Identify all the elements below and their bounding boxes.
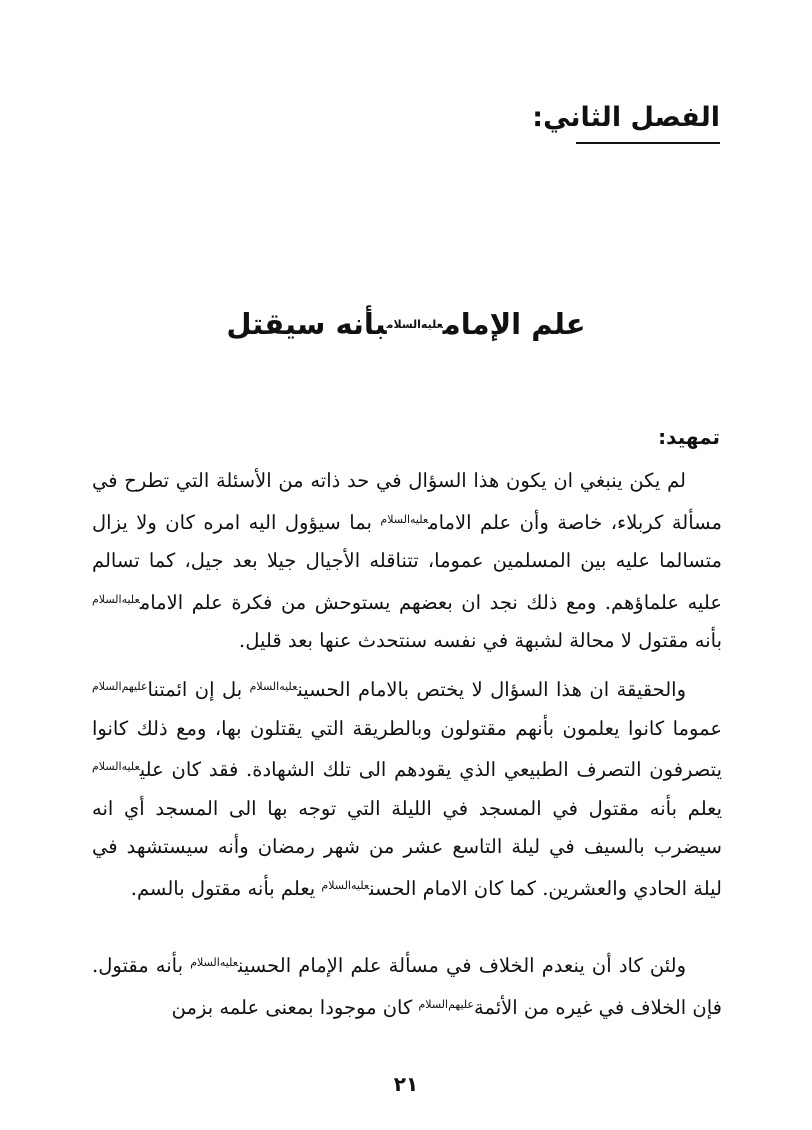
paragraph-2 bbox=[92, 668, 722, 908]
honorific-mark: عليه‌السلام bbox=[92, 760, 140, 773]
intro-heading: تمهيد: bbox=[658, 425, 720, 449]
honorific-mark: عليه‌السلام bbox=[92, 592, 140, 606]
chapter-heading: الفصل الثاني: bbox=[532, 102, 720, 133]
section-title-main: علم الإمام bbox=[442, 307, 586, 341]
honorific-mark: عليه‌السلام bbox=[249, 680, 298, 693]
honorific-mark: عليهم‌السلام bbox=[418, 997, 474, 1011]
paragraph-text: والحقيقة ان هذا السؤال لا يختص بالامام الحسين bbox=[297, 678, 686, 701]
page-number: ٢١ bbox=[393, 1072, 419, 1096]
paragraph-text: كان موجودا بمعنى علمه بزمن bbox=[171, 995, 419, 1019]
paragraph-text: يعلم بأنه مقتول في المسجد في الليلة التي توجه بها الى المسجد أي انه سيضرب بالسيف في ليلة التاسع عشر من شهر رمضان وأنه سيستشهد في ليلة الحادي والعشرين. كما كان الامام الحسن bbox=[92, 796, 722, 900]
section-title-end: بأنه سيقتل bbox=[226, 307, 387, 341]
paragraph-1 bbox=[92, 462, 722, 661]
paragraph-text: يعلم بأنه مقتول بالسم. bbox=[130, 876, 322, 900]
honorific-mark: عليه‌السلام bbox=[321, 878, 370, 892]
paragraph-3 bbox=[92, 944, 722, 1027]
paragraph-text: بأنه مقتول. فإن الخلاف في غيره من الأئمة bbox=[92, 954, 722, 1019]
chapter-heading-underline bbox=[576, 142, 720, 144]
paragraph-text: بأنه مقتول لا محالة لشبهة في نفسه سنتحدث عنها بعد قليل. bbox=[239, 629, 722, 652]
paragraph-text: لم يكن ينبغي ان يكون هذا السؤال في حد ذاته من الأسئلة التي تطرح في مسألة كربلاء، خاصة وأن علم الامام bbox=[92, 469, 723, 534]
honorific-mark: عليه‌السلام bbox=[380, 512, 429, 526]
honorific-mark: عليه‌السلام bbox=[190, 956, 238, 969]
section-title bbox=[0, 302, 812, 347]
paragraph-text: ولئن كاد أن ينعدم الخلاف في مسألة علم الإمام الحسين bbox=[238, 954, 687, 977]
paragraph-text: بما سيؤول اليه امره كان ولا يزال متسالما عليه بين المسلمين عموما، تتناقله الأجيال جيلا بعد جيل، كما تسالم عليه علماؤهم. ومع ذلك نجد ان بعضهم يستوحش من فكرة علم الامام bbox=[92, 510, 722, 614]
honorific-mark: عليهم‌السلام bbox=[92, 680, 148, 693]
paragraph-text: بل إن ائمتنا bbox=[147, 678, 250, 701]
honorific-mark: عليه‌السلام bbox=[386, 318, 443, 331]
paragraph-text: عموما كانوا يعلمون بأنهم مقتولون وبالطريقة التي يقتلون بها، ومع ذلك كانوا يتصرفون التصرف الطبيعي الذي يقودهم الى تلك الشهادة. فقد كان علي bbox=[92, 716, 722, 781]
